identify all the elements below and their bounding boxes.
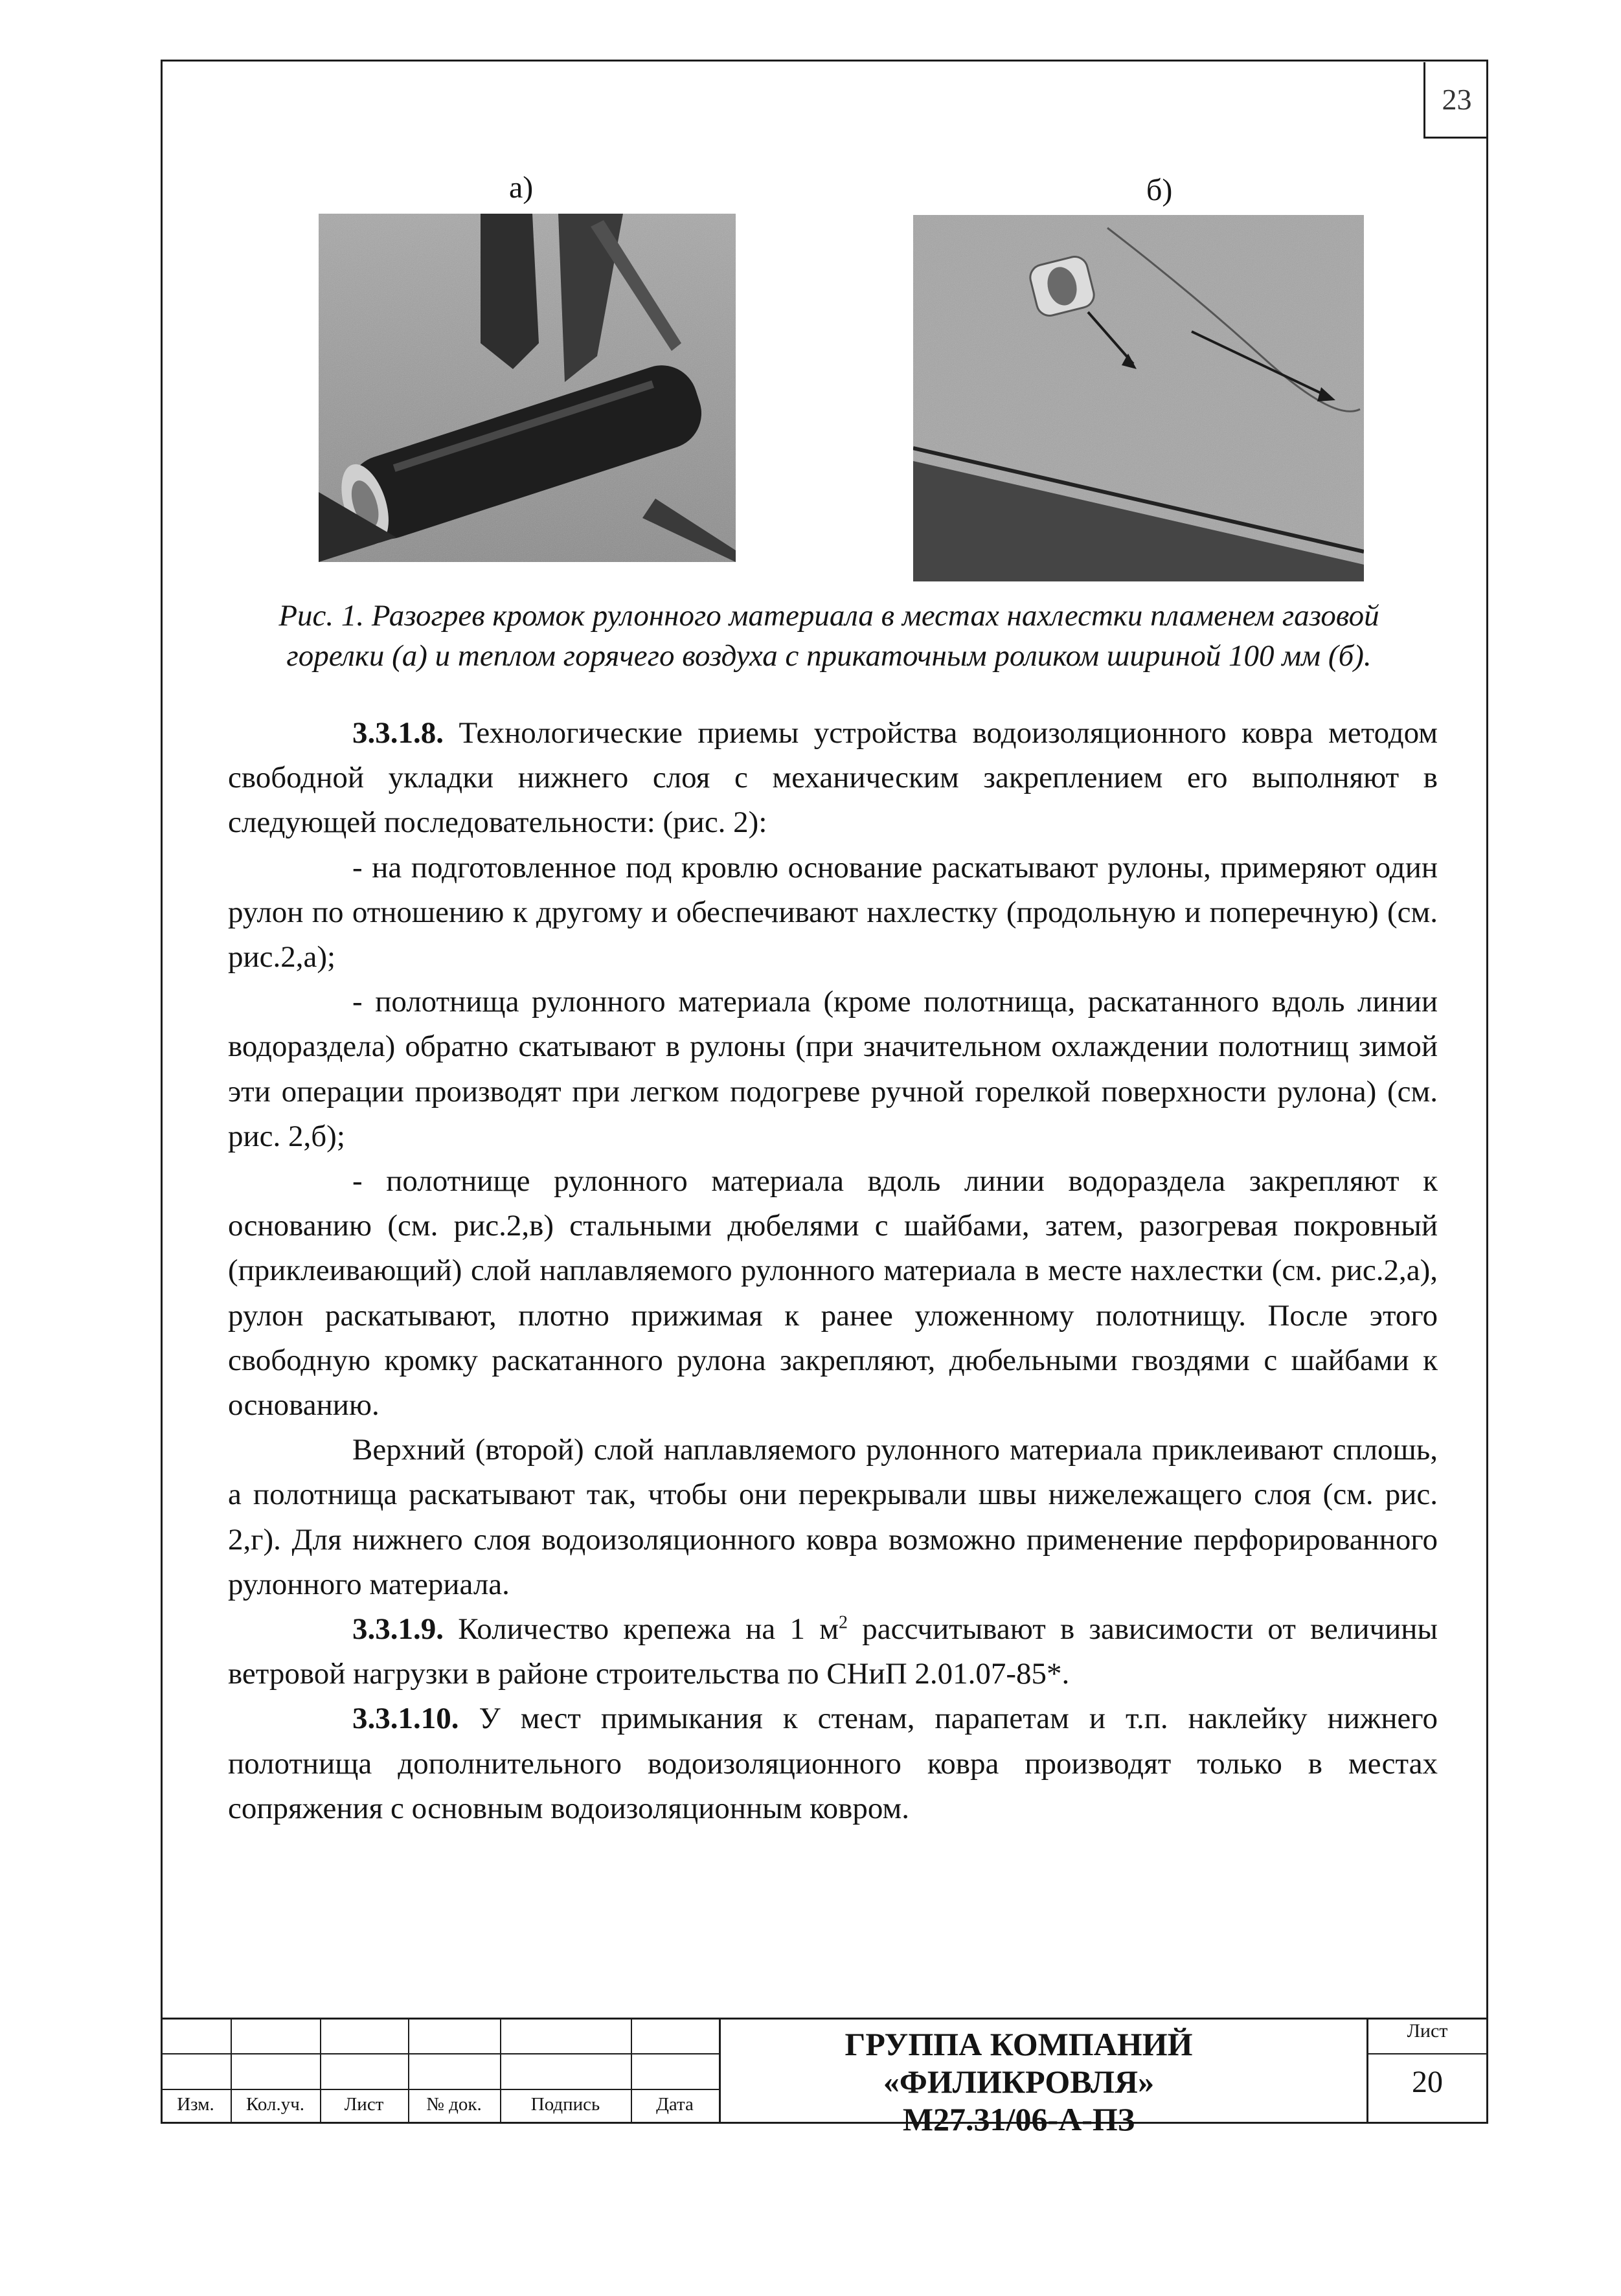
paragraph-text: У мест примыкания к стенам, парапетам и т.п. наклейку нижнего полотнища дополнительного водоизоляционного ковра производят только в местах сопряжения с основным водоизоляционным ковром. [228,1702,1438,1825]
paragraph-3-3-1-8 [228,711,1438,846]
paragraph-text: Технологические приемы устройства водоизоляционного ковра методом свободной укладки нижнего слоя с механическим закреплением его выполняют в следующей последовательности: (рис. 2): [228,716,1438,840]
paragraph-upper-layer: Верхний (второй) слой наплавляемого рулонного материала приклеивают сплошь, а полотнища раскатывают так, чтобы они перекрывали швы нижележащего слоя (см. рис. 2,г). Для нижнего слоя водоизоляционного ковра возможно применение перфорированного рулонного материала. [228,1433,1438,1601]
stamp-col-ndok: № док. [426,2094,482,2115]
stamp-sheet-number: 20 [1412,2065,1443,2099]
superscript: 2 [838,1612,848,1633]
stamp-sheet-label: Лист [1407,2020,1448,2042]
section-number: 3.3.1.10. [352,1702,459,1736]
stamp-col-podpis: Подпись [530,2094,600,2115]
list-item-1: - на подготовленное под кровлю основание раскатывают рулоны, примеряют один рулон по отношению к другому и обеспечивают нахлестку (продольную и поперечную) (см. рис.2,а); [228,850,1438,974]
paragraph-3-3-1-9 [228,1607,1438,1696]
photo-hot-air-roller [913,215,1364,581]
paragraph-text: рассчитывают в зависимости от величины ветровой нагрузки в районе строительства по СНиП 2.01.07-85*. [228,1612,1438,1691]
stamp-title [724,2025,1313,2138]
document-code: М27.31/06-А-ПЗ [902,2101,1135,2137]
caption-line-2: горелки (а) и теплом горячего воздуха с прикаточным роликом шириной 100 мм (б). [286,639,1372,673]
stamp-col-data: Дата [656,2094,694,2115]
paragraph-text: Количество крепежа на 1 м [444,1612,839,1647]
title-block [161,2018,1488,2137]
company-name: ГРУППА КОМПАНИЙ «ФИЛИКРОВЛЯ» [845,2026,1193,2100]
figure-caption [214,596,1444,676]
list-item-2: - полотнища рулонного материала (кроме полотнища, раскатанного вдоль линии водораздела) обратно скатывают в рулоны (при значительном охлаждении полотнищ зимой эти операции производят при легком подогреве ручной горелкой поверхности рулона) (см. рис. 2,б); [228,985,1438,1153]
figure-label-b: б) [1146,173,1173,207]
stamp-col-koluch: Кол.уч. [245,2094,305,2115]
list-item-3: - полотнище рулонного материала вдоль линии водораздела закрепляют к основанию (см. рис.2,в) стальными дюбелями с шайбами, затем, разогревая покровный (приклеивающий) слой наплавляемого рулонного материала в месте нахлестки (см. рис.2,а), рулон раскатывают, плотно прижимая к ранее уложенному полотнищу. После этого свободную кромку раскатанного рулона закрепляют, дюбельными гвоздями с шайбами к основанию. [228,1164,1438,1423]
page-number: 23 [1423,62,1488,139]
figure-label-a: а) [509,170,534,205]
section-number: 3.3.1.9. [352,1612,444,1647]
photo-gas-torch-roller [319,214,736,562]
stamp-col-izm: Изм. [177,2094,214,2115]
paragraph-3-3-1-10 [228,1696,1438,1831]
section-number: 3.3.1.8. [352,716,444,750]
caption-line-1: Рис. 1. Разогрев кромок рулонного материала в местах нахлестки пламенем газовой [278,599,1379,633]
stamp-col-list: Лист [344,2094,384,2115]
body-text [228,711,1438,1831]
